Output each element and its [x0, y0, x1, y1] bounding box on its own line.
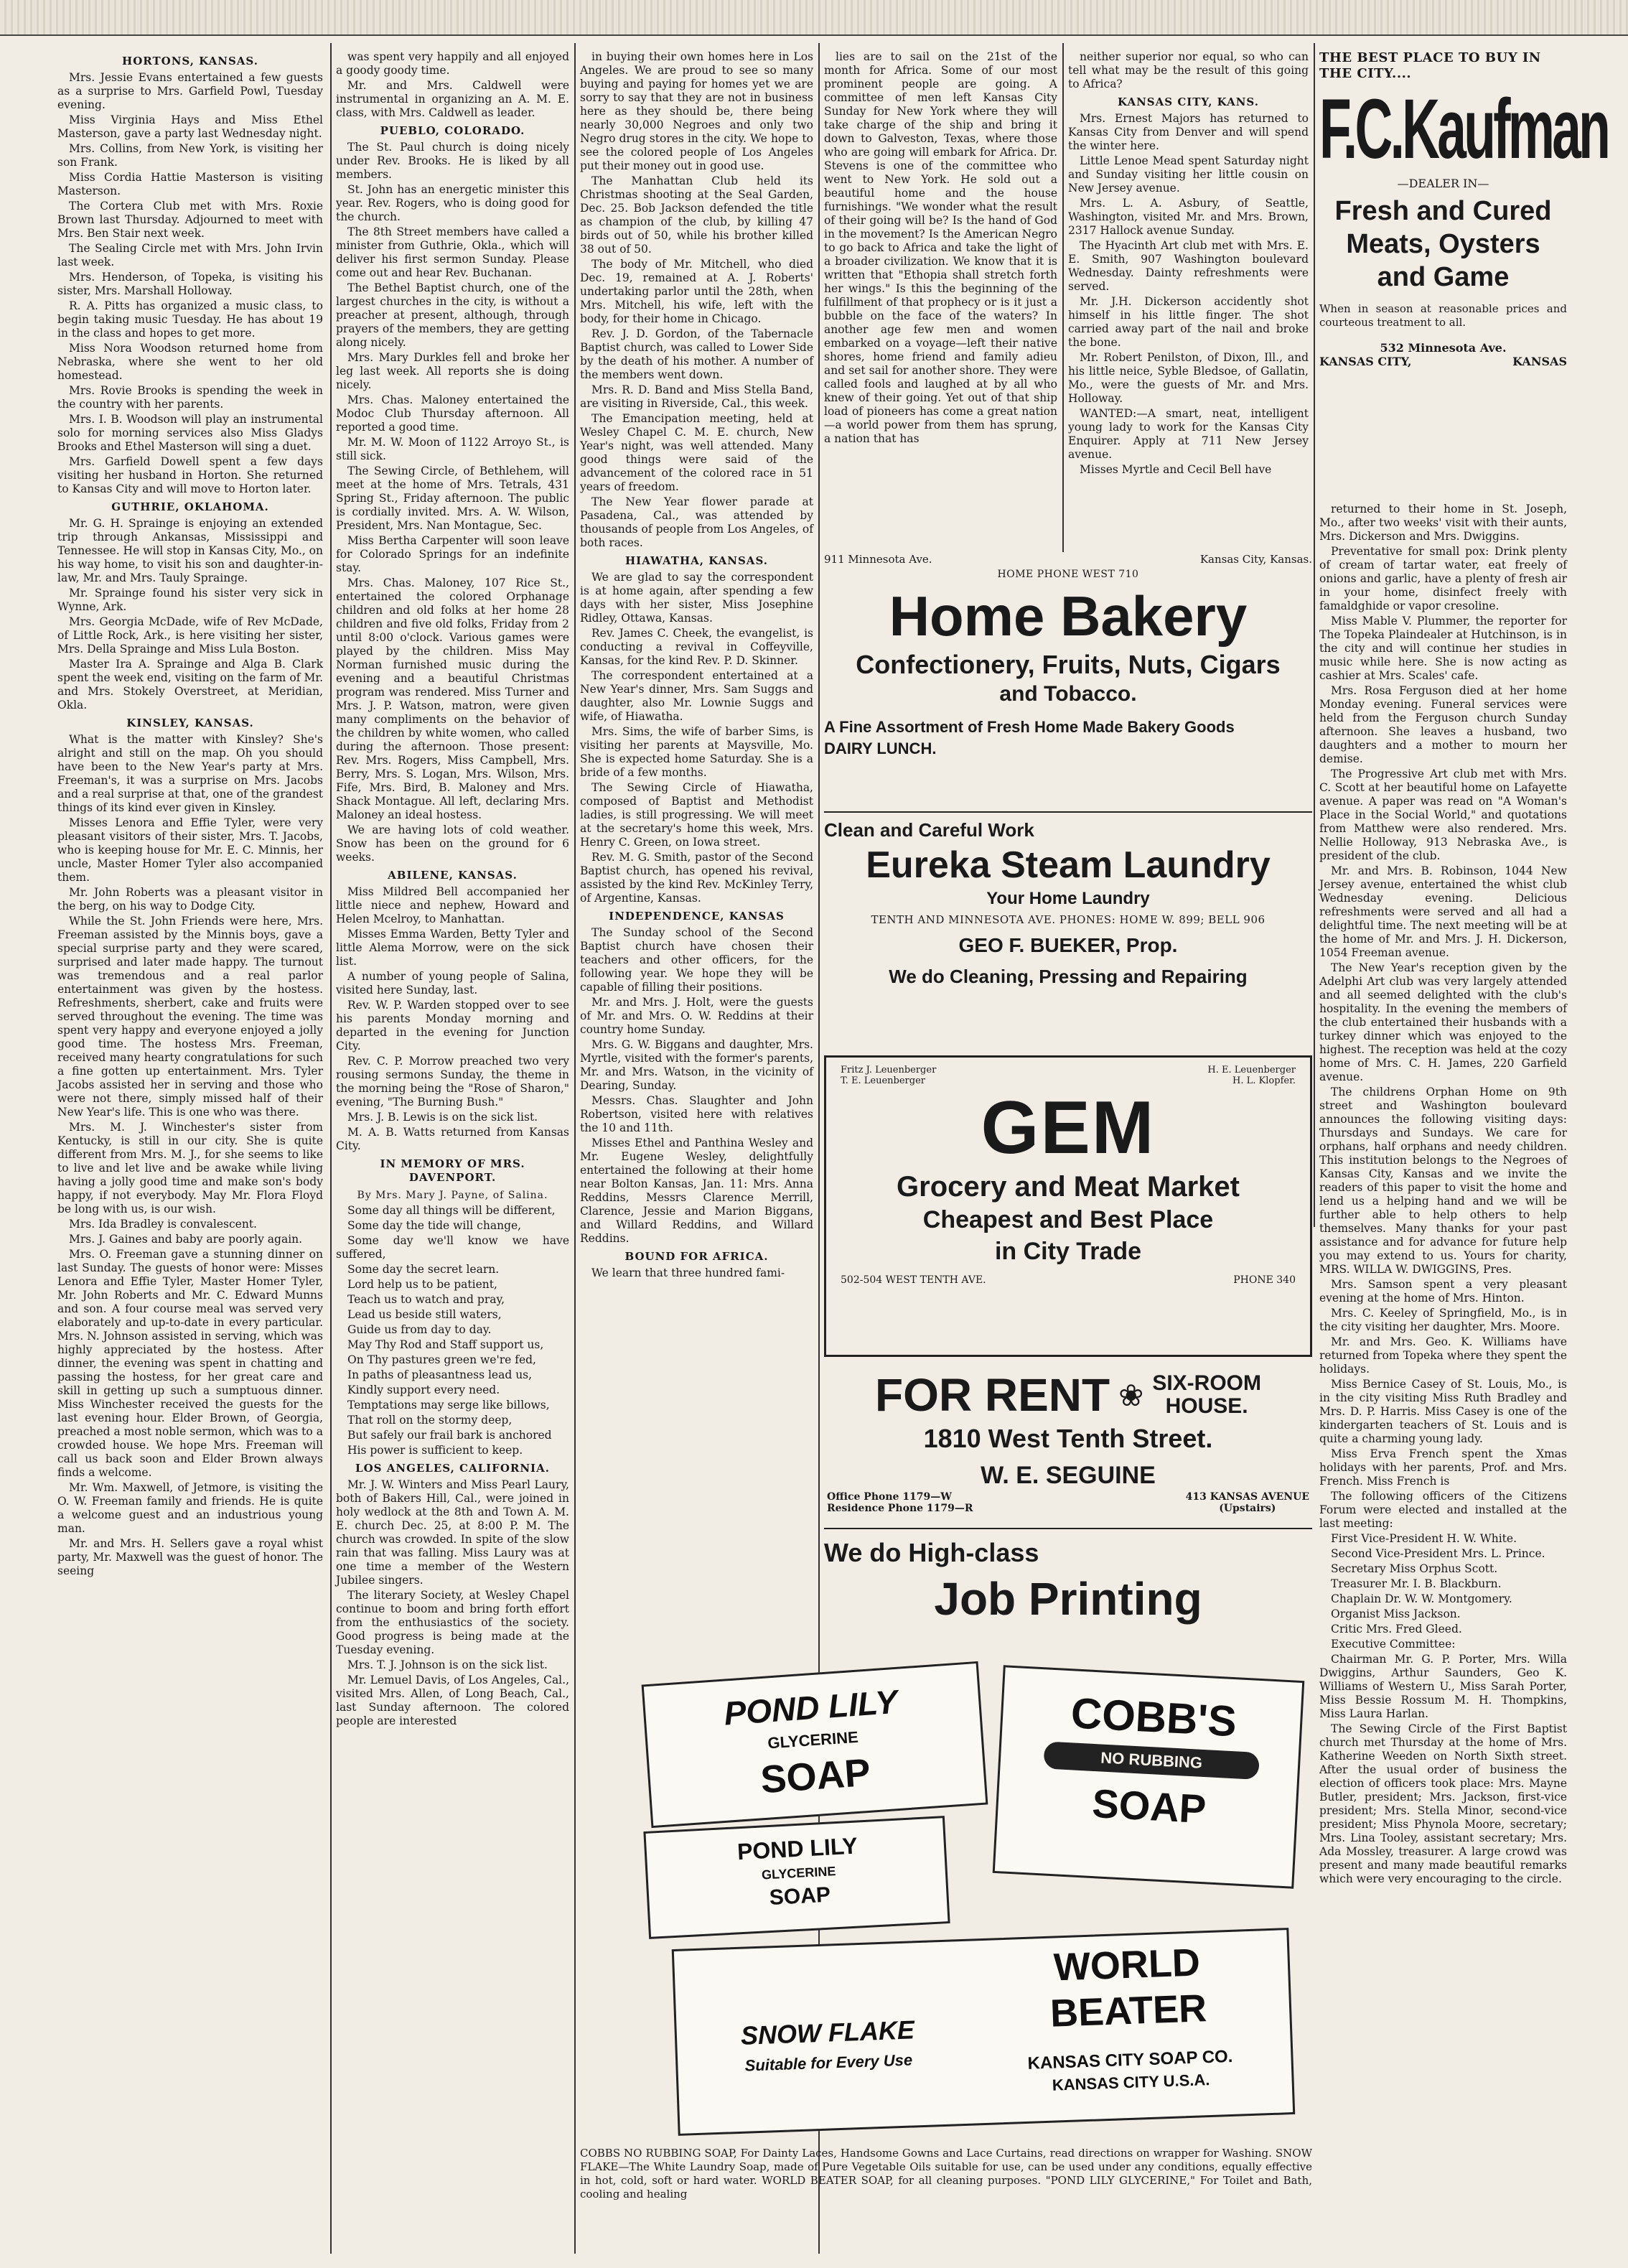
article-paragraph: Mr. and Mrs. B. Robinson, 1044 New Jersey avenue, entertained the whist club Wednesday evening. Delicious refreshments were served and all had a delightful time. The next meeting will be at the home of Mr. and Mrs. J. H. Dickerson, 1054 Freeman avenue. — [1319, 864, 1567, 959]
article-paragraph: Mr. J.H. Dickerson accidently shot himself in his little finger. The shot carried away part of the nail and broke the bone. — [1068, 295, 1309, 349]
article-paragraph: Mrs. Sims, the wife of barber Sims, is visiting her parents at Maysville, Mo. She is expected home Saturday. She is a bride of a few months. — [580, 725, 813, 779]
article-paragraph: neither superior nor equal, so who can tell what may be the result of this going to Africa? — [1068, 50, 1309, 90]
article-paragraph: In paths of pleasantness lead us, — [347, 1368, 533, 1381]
bakery-phone: HOME PHONE WEST 710 — [997, 569, 1139, 580]
rent-contact-row — [824, 1491, 1312, 1514]
pond-lily-small-2: GLYCERINE — [761, 1864, 836, 1882]
article-paragraph: Mr. J. W. Winters and Miss Pearl Laury, both of Bakers Hill, Cal., were joined in holy wedlock at the 8th and Town A. M. E. church Dec. 25, at 8:00 P. M. The church was crowded. In spite of the slow rain that was falling. Miss Laury was at one time a member of the Western Jubilee singers. — [336, 1478, 569, 1587]
article-paragraph: WANTED:—A smart, neat, intelligent young lady to work for the Kansas City Enquirer. Apply at 711 New Jersey avenue. — [1068, 407, 1309, 461]
article-paragraph: Mr. G. H. Sprainge is enjoying an extended trip through Ankansas, Mississippi and Tennessee. He will stop in Kansas City, Mo., on his way home, to visit his son and daughter-in-law, Mr. and Mrs. Tauly Sprainge. — [57, 517, 323, 584]
article-paragraph: Mr. Lemuel Davis, of Los Angeles, Cal., visited Mrs. Allen, of Long Beach, Cal., last Sunday afternoon. The colored people are interested — [336, 1674, 569, 1727]
article-paragraph: Mrs. Chas. Maloney entertained the Modoc Club Thursday afternoon. All reported a good time. — [336, 393, 569, 434]
column-rule — [1062, 43, 1064, 552]
article-paragraph: Mrs. Henderson, of Topeka, is visiting his sister, Mrs. Marshall Holloway. — [57, 271, 323, 297]
article-heading: BOUND FOR AFRICA. — [624, 1250, 769, 1263]
bakery-line: A Fine Assortment of Fresh Home Made Bakery Goods — [824, 718, 1235, 736]
page-top-edge — [0, 0, 1628, 36]
rent-residence-phone: Residence Phone 1179—R — [827, 1503, 973, 1514]
gem-prop-4: H. L. Klopfer. — [1232, 1075, 1296, 1086]
article-paragraph: Miss Cordia Hattie Masterson is visiting Masterson. — [57, 171, 323, 197]
article-heading: HIAWATHA, KANSAS. — [625, 554, 768, 567]
article-paragraph: Mrs. C. Keeley of Springfield, Mo., is in the city visiting her daughter, Mrs. Moore. — [1319, 1307, 1567, 1333]
kaufman-tagline: THE BEST PLACE TO BUY IN THE CITY.... — [1319, 50, 1541, 81]
column-1 — [57, 50, 323, 2254]
article-paragraph: Miss Bertha Carpenter will soon leave for Colorado Springs for an indefinite stay. — [336, 534, 569, 574]
column-5 — [1068, 50, 1309, 545]
column-2 — [336, 50, 569, 2254]
article-paragraph: Mrs. Mary Durkles fell and broke her leg last week. All reports she is doing nicely. — [336, 351, 569, 391]
article-paragraph: The correspondent entertained at a New Year's dinner, Mrs. Sam Suggs and daughter, also Mr. Lownie Suggs and wife, of Hiawatha. — [580, 669, 813, 723]
article-paragraph: Second Vice-President Mrs. L. Prince. — [1331, 1547, 1545, 1560]
article-paragraph: Miss Mildred Bell accompanied her little niece and nephew, Howard and Helen Mcelroy, to Manhattan. — [336, 885, 569, 925]
rent-address: 1810 West Tenth Street. — [923, 1424, 1213, 1453]
article-paragraph: Miss Nora Woodson returned home from Nebraska, where she went to her old homestead. — [57, 342, 323, 382]
bakery-subtitle-2: and Tobacco. — [999, 682, 1137, 706]
article-paragraph: Some day all things will be different, — [347, 1204, 556, 1217]
article-paragraph: Some day the tide will change, — [347, 1219, 522, 1232]
article-paragraph: Misses Lenora and Effie Tyler, were very pleasant visitors of their sister, Mrs. T. Jacobs, who is keeping house for Mr. E. C. Minnis, her uncle, Master Homer Tyler also accompanied them. — [57, 816, 323, 884]
article-paragraph: Critic Mrs. Fred Gleed. — [1331, 1623, 1462, 1635]
printing-line-1: We do High-class — [824, 1538, 1039, 1567]
laundry-title: Eureka Steam Laundry — [866, 844, 1271, 886]
column-rule — [574, 43, 576, 2254]
snow-flake-title: SNOW FLAKE — [740, 2015, 915, 2050]
article-heading: GUTHRIE, OKLAHOMA. — [111, 500, 269, 513]
gem-prop-2: T. E. Leuenberger — [841, 1075, 926, 1086]
article-paragraph: Mrs. Rosa Ferguson died at her home Monday evening. Funeral services were held from the Ferguson church Sunday afternoon. She leaves a husband, two daughters and a mother to mourn her demise. — [1319, 684, 1567, 765]
article-paragraph: That roll on the stormy deep, — [347, 1414, 513, 1427]
kaufman-city-left: KANSAS CITY, — [1319, 355, 1412, 368]
kaufman-dealer: —DEALER IN— — [1397, 177, 1489, 190]
article-paragraph: Mrs. L. A. Asbury, of Seattle, Washington, visited Mr. and Mrs. Brown, 2317 Hallock avenue Sunday. — [1068, 197, 1309, 237]
kaufman-line3: and Game — [1377, 262, 1510, 292]
article-paragraph: returned to their home in St. Joseph, Mo., after two weeks' visit with their aunts, Mrs. Dickerson and Mrs. Dwiggins. — [1319, 503, 1567, 543]
rent-side-1: SIX-ROOM — [1152, 1371, 1261, 1395]
article-paragraph: The Emancipation meeting, held at Wesley Chapel C. M. E. church, New Year's night, was well attended. Many good things were said of the advancement of the colored race in 51 years of freedom. — [580, 412, 813, 493]
gem-title: GEM — [981, 1086, 1156, 1170]
article-paragraph: Mrs. G. W. Biggans and daughter, Mrs. Myrtle, visited with the former's parents, Mr. and Mrs. Watson, in the vicinity of Dearing, Sunday. — [580, 1038, 813, 1092]
printing-line-2: Job Printing — [934, 1573, 1202, 1625]
gem-prop-3: H. E. Leuenberger — [1207, 1065, 1296, 1075]
article-paragraph: The Sealing Circle met with Mrs. John Irvin last week. — [57, 242, 323, 269]
article-paragraph: Mr. and Mrs. Geo. K. Williams have returned from Topeka where they spent the holidays. — [1319, 1335, 1567, 1376]
article-paragraph: Mr. and Mrs. J. Holt, were the guests of Mr. and Mrs. O. W. Reddins at their country home Sunday. — [580, 996, 813, 1036]
article-paragraph: A number of young people of Salina, visited here Sunday, last. — [336, 970, 569, 997]
article-paragraph: R. A. Pitts has organized a music class, to begin taking music Tuesday. He has about 19 in the class and hopes to get more. — [57, 299, 323, 340]
bakery-addr-right: Kansas City, Kansas. — [1199, 553, 1312, 566]
article-paragraph: Executive Committee: — [1331, 1638, 1456, 1651]
article-paragraph: Mrs. Ida Bradley is convalescent. — [69, 1218, 257, 1231]
rent-title: FOR RENT — [875, 1369, 1110, 1421]
kaufman-name: F.C.Kaufman — [1319, 82, 1609, 177]
article-paragraph: M. A. B. Watts returned from Kansas City. — [336, 1126, 569, 1152]
article-paragraph: Mr. Robert Penilston, of Dixon, Ill., and his little neice, Syble Bledsoe, of Gallatin, Mo., were the guests of Mr. and Mrs. Holloway. — [1068, 351, 1309, 405]
soap-caption: COBBS NO RUBBING SOAP, For Dainty Laces, Handsome Gowns and Lace Curtains, read directions on wrapper for Washing. SNOW FLAKE—The White Laundry Soap, made of Pure Vegetable Oils suitable for use, can be used under any conditions, equally effective in hot, cold, soft or hard water. WORLD BEATER SOAP, for all cleaning purposes. "POND LILY GLYCERINE," For Toilet and Bath, cooling and healing — [580, 2147, 1312, 2201]
gem-proprietors-row-1 — [841, 1065, 1296, 1075]
article-paragraph: The New Year flower parade at Pasadena, Cal., was attended by thousands of people from Los Angeles, of both races. — [580, 495, 813, 549]
article-paragraph: Treasurer Mr. I. B. Blackburn. — [1331, 1577, 1502, 1590]
laundry-top: Clean and Careful Work — [824, 819, 1034, 841]
article-paragraph: Mrs. Ernest Majors has returned to Kansas City from Denver and will spend the winter here. — [1068, 112, 1309, 152]
article-heading: ABILENE, KANSAS. — [388, 869, 518, 882]
article-paragraph: was spent very happily and all enjoyed a goody goody time. — [336, 50, 569, 77]
article-paragraph: Lord help us to be patient, — [347, 1278, 497, 1291]
article-paragraph: The Sewing Circle of the First Baptist church met Thursday at the home of Mrs. Katherine Weeden on North Sixth street. After the usual order of business the election of officers took place: Mrs. Mayne Butler, president; Mrs. Jackson, first-vice president; Mrs. Stella Minor, second-vice president; Miss Phynola Moore, secretary; Mrs. Lina Tooley, assistant secretary; Mrs. Ada Mossley, treasurer. A large crowd was present and many made beautiful remarks which were very encouraging to the circle. — [1319, 1722, 1567, 1885]
article-paragraph: May Thy Rod and Staff support us, — [347, 1338, 544, 1351]
rent-name: W. E. SEGUINE — [981, 1462, 1156, 1489]
article-paragraph: Mrs. Rovie Brooks is spending the week in the country with her parents. — [57, 384, 323, 411]
article-paragraph: We are glad to say the correspondent is at home again, after spending a few days with her sister, Miss Josephine Ridley, Ottawa, Kansas. — [580, 571, 813, 625]
article-paragraph: The Hyacinth Art club met with Mrs. E. E. Smith, 907 Washington boulevard Wednesday. Dainty refreshments were served. — [1068, 239, 1309, 293]
article-paragraph: Master Ira A. Sprainge and Alga B. Clark spent the week end, visiting on the farm of Mr. and Mrs. Stokely Overstreet, at Meridian, Okla. — [57, 658, 323, 711]
article-paragraph: The following officers of the Citizens Forum were elected and installed at the last meeting: — [1319, 1490, 1567, 1530]
pond-lily-soap-bar — [643, 1816, 950, 1939]
article-paragraph: Guide us from day to day. — [347, 1323, 492, 1336]
gem-phone: PHONE 340 — [1233, 1274, 1296, 1286]
article-paragraph: The body of Mr. Mitchell, who died Dec. 19, remained at A. J. Roberts' undertaking parlor until the 28th, when Mrs. Mitchell, his wife, left with the body, for their home in Chicago. — [580, 258, 813, 325]
article-paragraph: Mrs. M. J. Winchester's sister from Kentucky, is still in our city. She is quite different from Mrs. M. J., for she seems to like to live and let live and be awake while living having a jolly good time and make son's body happy, if not everybody. May Mr. Flora Floyd be long with us, is our wish. — [57, 1121, 323, 1215]
kaufman-city-row — [1319, 355, 1567, 368]
article-paragraph: While the St. John Friends were here, Mrs. Freeman assisted by the Minnis boys, gave a special surprise party and they were scared, surprised and later made happy. The turnout was tremendous and a real parlor entertainment was given by the hostess. Refreshments, sherbert, cake and fruits were served throughout the evening. The time was spent very happy and everyone enjoyed a jolly good time. The hostess Mrs. Freeman, received many hearty congratulations for such a fine gotten up entertainment. Mrs. Tyler Jacobs assisted her in serving and those who were not there, simply missed half of their New Year's life. This is one who was there. — [57, 915, 323, 1119]
article-paragraph: Kindly support every need. — [347, 1383, 500, 1396]
article-paragraph: The St. Paul church is doing nicely under Rev. Brooks. He is liked by all members. — [336, 141, 569, 181]
job-printing-ad — [824, 1536, 1312, 1651]
article-paragraph: Miss Erva French spent the Xmas holidays with her parents, Prof. and Mrs. French. Miss French is — [1319, 1447, 1567, 1488]
kaufman-line2: Meats, Oysters — [1346, 229, 1540, 259]
article-heading: KANSAS CITY, KANS. — [1118, 95, 1259, 108]
world-beater-line-1: WORLD — [1052, 1941, 1201, 1989]
article-paragraph: Rev. M. G. Smith, pastor of the Second Baptist church, has opened his revival, assisted by the kind Rev. McKinley Terry, of Argentine, Kansas. — [580, 851, 813, 905]
article-paragraph: Mr. John Roberts was a pleasant visitor in the berg, on his way to Dodge City. — [57, 886, 323, 913]
cobbs-soap-box — [993, 1665, 1305, 1889]
laundry-sub: Your Home Laundry — [986, 889, 1150, 908]
bakery-title: Home Bakery — [889, 584, 1248, 648]
article-paragraph: The 8th Street members have called a minister from Guthrie, Okla., which will deliver his first sermon Sunday. Please come out and hear Rev. Buchanan. — [336, 225, 569, 279]
article-paragraph: His power is sufficient to keep. — [347, 1444, 523, 1457]
article-paragraph: Mrs. R. D. Band and Miss Stella Band, are visiting in Riverside, Cal., this week. — [580, 383, 813, 410]
cobbs-soap: SOAP — [1090, 1780, 1207, 1832]
rent-header — [824, 1368, 1312, 1422]
article-paragraph: Misses Ethel and Panthina Wesley and Mr. Eugene Wesley, delightfully entertained the following at their home near Bolton Kansas, Jan. 11: Mrs. Anna Reddins, Messrs Clarence Merrill, Clarence, Jessie and Marion Biggans, and Willard Reddins, and Willard Reddins. — [580, 1137, 813, 1245]
article-paragraph: Preventative for small pox: Drink plenty of cream of tartar water, eat freely of onions and garlic, have a plenty of fresh air in your home, disinfect freely with famaldghide or vapor cresoline. — [1319, 545, 1567, 612]
world-beater-line-2: BEATER — [1049, 1987, 1208, 2035]
article-paragraph: Mrs. O. Freeman gave a stunning dinner on last Sunday. The guests of honor were: Misses Lenora and Effie Tyler, Master Homer Tyler, Mr. John Roberts and Mr. C. Edward Munns and son. A four course meal was served very elaborately and up-to-date in every particular. Mrs. N. Johnson assisted in serving, which was highly appreciated by the hostess. After dinner, the evening was spent in chatting and passing the hostess, for her great care and skill in getting up such a sumptuous dinner. Miss Winchester received the guests for the last evening hour. Elder Brown, of Georgia, preached a most noble sermon, which was to a crowded house. We hope Mrs. Freeman will call us back soon and Elder Brown always finds a welcome. — [57, 1248, 323, 1479]
gem-proprietors-row-2 — [841, 1075, 1296, 1086]
laundry-address: TENTH AND MINNESOTA AVE. PHONES: HOME W. 899; BELL 906 — [871, 913, 1266, 926]
pond-lily-title: POND LILY — [722, 1682, 899, 1732]
pond-lily-soap: SOAP — [759, 1750, 872, 1802]
article-paragraph: Mr. and Mrs. H. Sellers gave a royal whist party, Mr. Maxwell was the guest of honor. The seeing — [57, 1537, 323, 1577]
snow-flake-sub: Suitable for Every Use — [744, 2050, 913, 2075]
rent-phones — [827, 1491, 973, 1514]
article-paragraph: The Manhattan Club held its Christmas shooting at the Seal Garden, Dec. 25. Bob Jackson defended the title as champion of the club, by killing 47 birds out of 50, while his brother killed 38 out of 50. — [580, 174, 813, 256]
article-heading: LOS ANGELES, CALIFORNIA. — [355, 1462, 550, 1475]
article-paragraph: Temptations may serge like billows, — [347, 1399, 550, 1411]
bakery-addr-left: 911 Minnesota Ave. — [824, 553, 932, 566]
article-paragraph: We learn that three hundred fami- — [591, 1266, 785, 1279]
article-paragraph: Rev. James C. Cheek, the evangelist, is conducting a revival in Coffeyville, Kansas, for the kind Rev. P. D. Skinner. — [580, 627, 813, 667]
article-paragraph: Teach us to watch and pray, — [347, 1293, 505, 1306]
rent-side — [1152, 1372, 1261, 1418]
article-paragraph: Messrs. Chas. Slaughter and John Robertson, visited here with relatives the 10 and 11th. — [580, 1094, 813, 1134]
kaufman-note: When in season at reasonable prices and courteous treatment to all. — [1319, 302, 1567, 329]
rent-ornament-icon: ❀ — [1118, 1377, 1144, 1413]
bakery-address-row — [824, 553, 1312, 566]
article-heading: HORTONS, KANSAS. — [122, 55, 258, 67]
article-paragraph: The Sewing Circle, of Bethlehem, will meet at the home of Mrs. Tetrals, 431 Spring St., Friday afternoon. The public is cordially invited. Mrs. A. W. Wilson, President, Mrs. Nan Montague, Sec. — [336, 465, 569, 532]
article-paragraph: Some day we'll know we have suffered, — [336, 1234, 569, 1261]
article-heading: INDEPENDENCE, KANSAS — [609, 910, 785, 923]
gem-prop-1: Fritz J. Leuenberger — [841, 1065, 937, 1075]
article-paragraph: Mrs. Jessie Evans entertained a few guests as a surprise to Mrs. Garfield Powl, Tuesday evening. — [57, 71, 323, 111]
article-paragraph: Mrs. Chas. Maloney, 107 Rice St., entertained the colored Orphanage children and old folks at her home 28 children and five old folks, Friday from 2 until 8:00 o'clock. Various games were played by the children. Miss May Norman furnished music during the evening and a beautiful Christmas program was rendered. Miss Turner and Mrs. J. P. Watson, matron, were given many compliments on the behavior of the children by white women, who called during the afternoon. Those present: Rev. Mrs. Rogers, Miss Campbell, Mrs. Berry, Mrs. S. Logan, Mrs. Wilson, Mrs. Fife, Mrs. Bird, B. Maloney and Mrs. Shack Montague. All left, declaring Mrs. Maloney an ideal hostess. — [336, 577, 569, 821]
article-paragraph: Chairman Mr. G. P. Porter, Mrs. Willa Dwiggins, Arthur Saunders, Geo K. Williams of Western U., Miss Sarah Porter, Miss Bessie Rossum M. H. Thompkins, Miss Laura Harlan. — [1319, 1653, 1567, 1720]
article-paragraph: Mrs. Georgia McDade, wife of Rev McDade, of Little Rock, Ark., is here visiting her sister, Mrs. Della Sprainge and Miss Lula Boston. — [57, 615, 323, 655]
bakery-subtitle: Confectionery, Fruits, Nuts, Cigars — [856, 650, 1281, 679]
article-paragraph: Rev. J. D. Gordon, of the Tabernacle Baptist church, was called to Lower Side by the death of his mother. A number of the members went down. — [580, 327, 813, 381]
article-paragraph: Misses Emma Warden, Betty Tyler and little Alema Morrow, were on the sick list. — [336, 928, 569, 968]
article-paragraph: Miss Mable V. Plummer, the reporter for The Topeka Plaindealer at Hutchinson, is in the city and will continue her studies in music while here. She is now acting as cashier at Mrs. Scales' cafe. — [1319, 615, 1567, 682]
article-paragraph: The Sewing Circle of Hiawatha, composed of Baptist and Methodist ladies, is still progressing. We will meet at the secretary's home this week, Mrs. Henry C. Green, on Iowa street. — [580, 781, 813, 849]
kaufman-line1: Fresh and Cured — [1334, 196, 1552, 226]
article-paragraph: Mr. Wm. Maxwell, of Jetmore, is visiting the O. W. Freeman family and friends. He is quite a welcome guest and an industrious young man. — [57, 1481, 323, 1535]
rent-side-2: HOUSE. — [1165, 1394, 1248, 1418]
pond-lily-soap-box — [642, 1661, 988, 1828]
kaufman-address: 532 Minnesota Ave. — [1380, 341, 1507, 355]
article-paragraph: Organist Miss Jackson. — [1331, 1607, 1461, 1620]
article-paragraph: Mrs. T. J. Johnson is on the sick list. — [347, 1658, 548, 1671]
article-paragraph: The childrens Orphan Home on 9th street and Washington boulevard announces the following visiting days: Thursdays and Sundays. We care for orphans, half orphans and needy children. This institution belongs to the Negroes of Kansas City, Kansas and we invite the readers of this paper to visit the home and lend us a helping hand and we will be further able to help others to help themselves. Many thanks for your past assistance and for advance for future help you may extend to us. Yours for charity, MRS. WILLA W. DWIGGINS, Pres. — [1319, 1086, 1567, 1276]
article-paragraph: in buying their own homes here in Los Angeles. We are proud to see so many buying and paying for homes yet we are sorry to say that they are not in business here as they should be, there being nearly 30,000 Negroes and only two Negro drug stores in the city. We hope to see the colored people of Los Angeles put their money out in good use. — [580, 50, 813, 172]
column-rule — [1314, 43, 1315, 1227]
article-paragraph: On Thy pastures green we're fed, — [347, 1353, 536, 1366]
pond-lily-mid: GLYCERINE — [767, 1727, 859, 1753]
article-paragraph: Rev. W. P. Warden stopped over to see his parents Monday morning and departed in the evening for Junction City. — [336, 999, 569, 1053]
article-paragraph: Mrs. J. Gaines and baby are poorly again. — [69, 1233, 303, 1246]
laundry-bottom: We do Cleaning, Pressing and Repairing — [889, 966, 1248, 987]
article-paragraph: Mr. and Mrs. Caldwell were instrumental in organizing an A. M. E. class, with Mrs. Caldwell as leader. — [336, 79, 569, 119]
gem-addr: 502-504 WEST TENTH AVE. — [841, 1274, 986, 1286]
article-heading: KINSLEY, KANSAS. — [126, 717, 254, 729]
cobbs-no-rubbing: NO RUBBING — [1043, 1741, 1260, 1780]
article-paragraph: Miss Bernice Casey of St. Louis, Mo., is in the city visiting Miss Ruth Bradley and Mrs. D. P. Harris. Miss Casey is one of the kindergarten teachers of St. Louis and is quite a charming young lady. — [1319, 1378, 1567, 1445]
article-paragraph: The literary Society, at Wesley Chapel continue to boom and bring forth effort from the enthusiastics of the society. Good progress is being made at the Tuesday evening. — [336, 1589, 569, 1656]
article-paragraph: Mrs. I. B. Woodson will play an instrumental solo for morning services also Miss Gladys Brooks and Ethel Masterson will sing a duet. — [57, 413, 323, 453]
pond-lily-small: POND LILY — [736, 1832, 859, 1865]
gem-line-2: Cheapest and Best Place — [922, 1206, 1214, 1233]
article-paragraph: Misses Myrtle and Cecil Bell have — [1080, 463, 1272, 476]
article-paragraph: Lead us beside still waters, — [347, 1308, 502, 1321]
article-heading: IN MEMORY OF MRS. DAVENPORT. — [380, 1157, 525, 1184]
pond-lily-small-3: SOAP — [769, 1882, 831, 1910]
world-beater-soap-box — [672, 1928, 1296, 2136]
article-paragraph: Mrs. Collins, from New York, is visiting her son Frank. — [57, 142, 323, 169]
rent-addr-1: 413 KANSAS AVENUE — [1185, 1491, 1309, 1503]
kaufman-ad — [1319, 50, 1609, 499]
article-paragraph: Chaplain Dr. W. W. Montgomery. — [1331, 1592, 1512, 1605]
gem-address-row — [841, 1274, 1296, 1286]
article-paragraph: St. John has an energetic minister this year. Rev. Rogers, who is doing good for the church. — [336, 183, 569, 223]
article-paragraph: Mr. M. W. Moon of 1122 Arroyo St., is still sick. — [336, 436, 569, 462]
article-paragraph: The Cortera Club met with Mrs. Roxie Brown last Thursday. Adjourned to meet with Mrs. Ben Stair next week. — [57, 200, 323, 240]
rent-addr-2: (Upstairs) — [1219, 1503, 1276, 1514]
article-paragraph: Miss Virginia Hays and Miss Ethel Masterson, gave a party last Wednesday night. — [57, 113, 323, 140]
article-paragraph: We are having lots of cold weather. Snow has been on the ground for 6 weeks. — [336, 823, 569, 864]
cobbs-title: COBB'S — [1070, 1689, 1238, 1746]
article-heading: By Mrs. Mary J. Payne, of Salina. — [357, 1190, 548, 1201]
home-bakery-ad — [824, 553, 1312, 797]
article-paragraph: The Progressive Art club met with Mrs. C. Scott at her beautiful home on Lafayette avenue. A paper was read on "A Woman's Place in the Social World," and quotations from Matthew were also rendered. Mrs. Nellie Holloway, 913 Nebraska Ave., is president of the club. — [1319, 767, 1567, 862]
article-heading: PUEBLO, COLORADO. — [380, 124, 525, 137]
article-paragraph: But safely our frail bark is anchored — [347, 1429, 552, 1442]
article-paragraph: The New Year's reception given by the Adelphi Art club was very largely attended and all seemed delighted with the club's hospitality. In the evening the members of the club entertained their husbands with a turkey dinner which was enjoyed to the highest. The reception was held at the cozy home of Mrs. C. H. James, 220 Garfield avenue. — [1319, 961, 1567, 1083]
article-paragraph: Mrs. Samson spent a very pleasant evening at the home of Mrs. Hinton. — [1319, 1278, 1567, 1305]
article-paragraph: Rev. C. P. Morrow preached two very rousing sermons Sunday, the theme in the morning being the "Rose of Sharon," evening, "The Burning Bush." — [336, 1055, 569, 1109]
article-paragraph: lies are to sail on the 21st of the month for Africa. Some of our most prominent people are going. A committee of men left Kansas City Sunday for New York where they will take charge of the ship and bring it down to Galveston, Texas, where those who are going will embark for Africa. Dr. Stevens is one of the committee who went to New York. He sold out a beautiful home and the house furnishings. "We wonder what the result of their going will be? Is the hand of God in the movement? Is the American Negro to go back to Africa and take the light of a broader civilization. We know that it is written that "Ethopia shall stretch forth her wings." Is this the beginning of the fulfillment of that prophecy or is it just a bubble on the face of the waters? In another age few men and women embarked on a voyage—left their native shores, home friend and family adieu and set sail for another shore. They were called fools and laughed at by all who knew of their going. Yet out of that ship load of pioneers has come a great nation—a world power from them has sprung, a nation that has — [824, 50, 1057, 445]
article-paragraph: Some day the secret learn. — [347, 1263, 500, 1276]
article-paragraph: Mrs. J. B. Lewis is on the sick list. — [347, 1111, 538, 1124]
column-6 — [1319, 503, 1567, 2254]
article-paragraph: Mrs. Garfield Dowell spent a few days visiting her husband in Horton. She returned to Kansas City and will move to Horton later. — [57, 455, 323, 495]
article-paragraph: The Bethel Baptist church, one of the largest churches in the city, is without a preacher at present, although, through prayers of the members, they are getting along nicely. — [336, 281, 569, 349]
for-rent-ad — [824, 1368, 1312, 1529]
kaufman-city-right: KANSAS — [1512, 355, 1567, 368]
rent-office-address — [1186, 1491, 1309, 1514]
article-paragraph: Mr. Sprainge found his sister very sick in Wynne, Ark. — [57, 587, 323, 613]
gem-line-3: in City Trade — [994, 1238, 1142, 1265]
column-rule — [330, 43, 332, 2254]
gem-market-ad — [824, 1055, 1312, 1357]
soap-company-1: KANSAS CITY SOAP CO. — [1027, 2046, 1233, 2073]
column-4 — [824, 50, 1057, 545]
article-paragraph: Secretary Miss Orphus Scott. — [1331, 1562, 1498, 1575]
article-paragraph: First Vice-President H. W. White. — [1331, 1532, 1517, 1545]
rent-office-phone: Office Phone 1179—W — [827, 1491, 953, 1503]
eureka-laundry-ad — [824, 811, 1312, 1034]
soap-company-2: KANSAS CITY U.S.A. — [1052, 2071, 1210, 2094]
article-paragraph: What is the matter with Kinsley? She's alright and still on the map. Oh you should have been to the New Year's party at Mrs. Freeman's, it was a surprise on Mrs. Jacobs and a real surprise at that, one of the grandest things of its kind ever given in Kinsley. — [57, 733, 323, 814]
gem-line-1: Grocery and Meat Market — [897, 1171, 1240, 1203]
article-paragraph: Little Lenoe Mead spent Saturday night and Sunday visiting her little cousin on New Jersey avenue. — [1068, 154, 1309, 195]
laundry-prop: GEO F. BUEKER, Prop. — [958, 934, 1178, 956]
bakery-lunch: DAIRY LUNCH. — [824, 739, 937, 757]
article-paragraph: The Sunday school of the Second Baptist church have chosen their teachers and other officers, for the following year. We hope they will be capable of filling their positions. — [580, 926, 813, 994]
